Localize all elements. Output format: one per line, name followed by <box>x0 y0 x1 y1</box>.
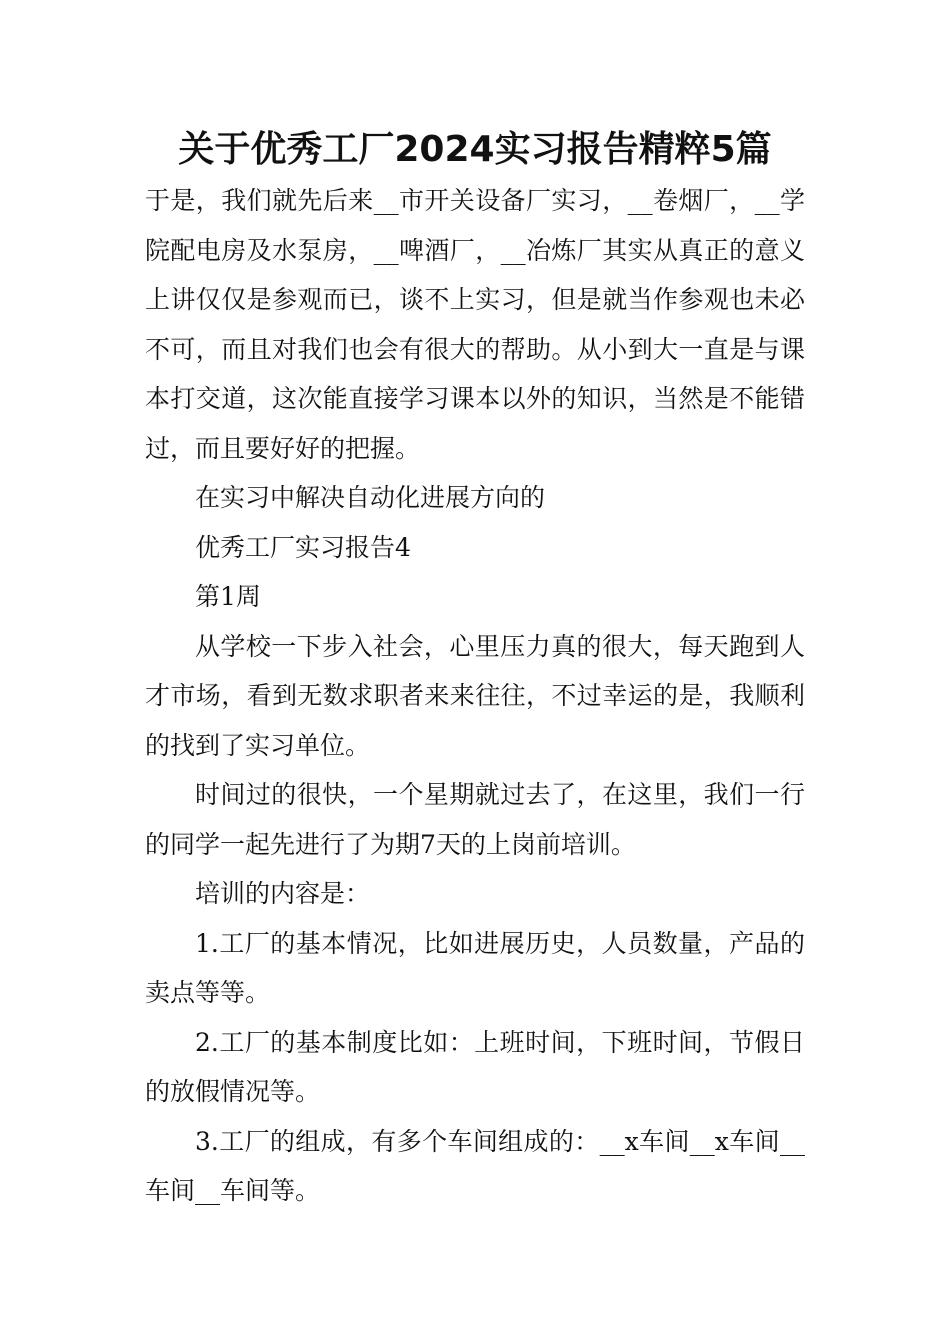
paragraph-1: 于是，我们就先后来__市开关设备厂实习，__卷烟厂，__学院配电房及水泵房，__啤酒厂，__冶炼厂其实从真正的意义上讲仅仅是参观而已，谈不上实习，但是就当作参观也未必不可，而且对我们也会有很大的帮助。从小到大一直是与课本打交道，这次能直接学习课本以外的知识，当然是不能错过，而且要好好的把握。 <box>145 186 805 463</box>
paragraph-4: 第1周 <box>195 582 261 611</box>
paragraph-3: 优秀工厂实习报告4 <box>195 532 411 562</box>
paragraph-9: 2.工厂的基本制度比如：上班时间，下班时间，节假日的放假情况等。 <box>145 1027 805 1106</box>
document-title: 关于优秀工厂2024实习报告精粹5篇 <box>178 129 772 170</box>
paragraph-6: 时间过的很快，一个星期就过去了，在这里，我们一行的同学一起先进行了为期7天的上岗前培训。 <box>145 780 805 859</box>
paragraph-5: 从学校一下步入社会，心里压力真的很大，每天跑到人才市场，看到无数求职者来来往往，不过幸运的是，我顺利的找到了实习单位。 <box>145 631 805 760</box>
document-body <box>145 176 805 1216</box>
paragraph-7: 培训的内容是： <box>195 879 371 908</box>
paragraph-8: 1.工厂的基本情况，比如进展历史，人员数量，产品的卖点等等。 <box>145 928 805 1007</box>
paragraph-10: 3.工厂的组成，有多个车间组成的：__x车间__x车间__车间__车间等。 <box>145 1126 805 1205</box>
paragraph-2: 在实习中解决自动化进展方向的 <box>195 483 546 512</box>
